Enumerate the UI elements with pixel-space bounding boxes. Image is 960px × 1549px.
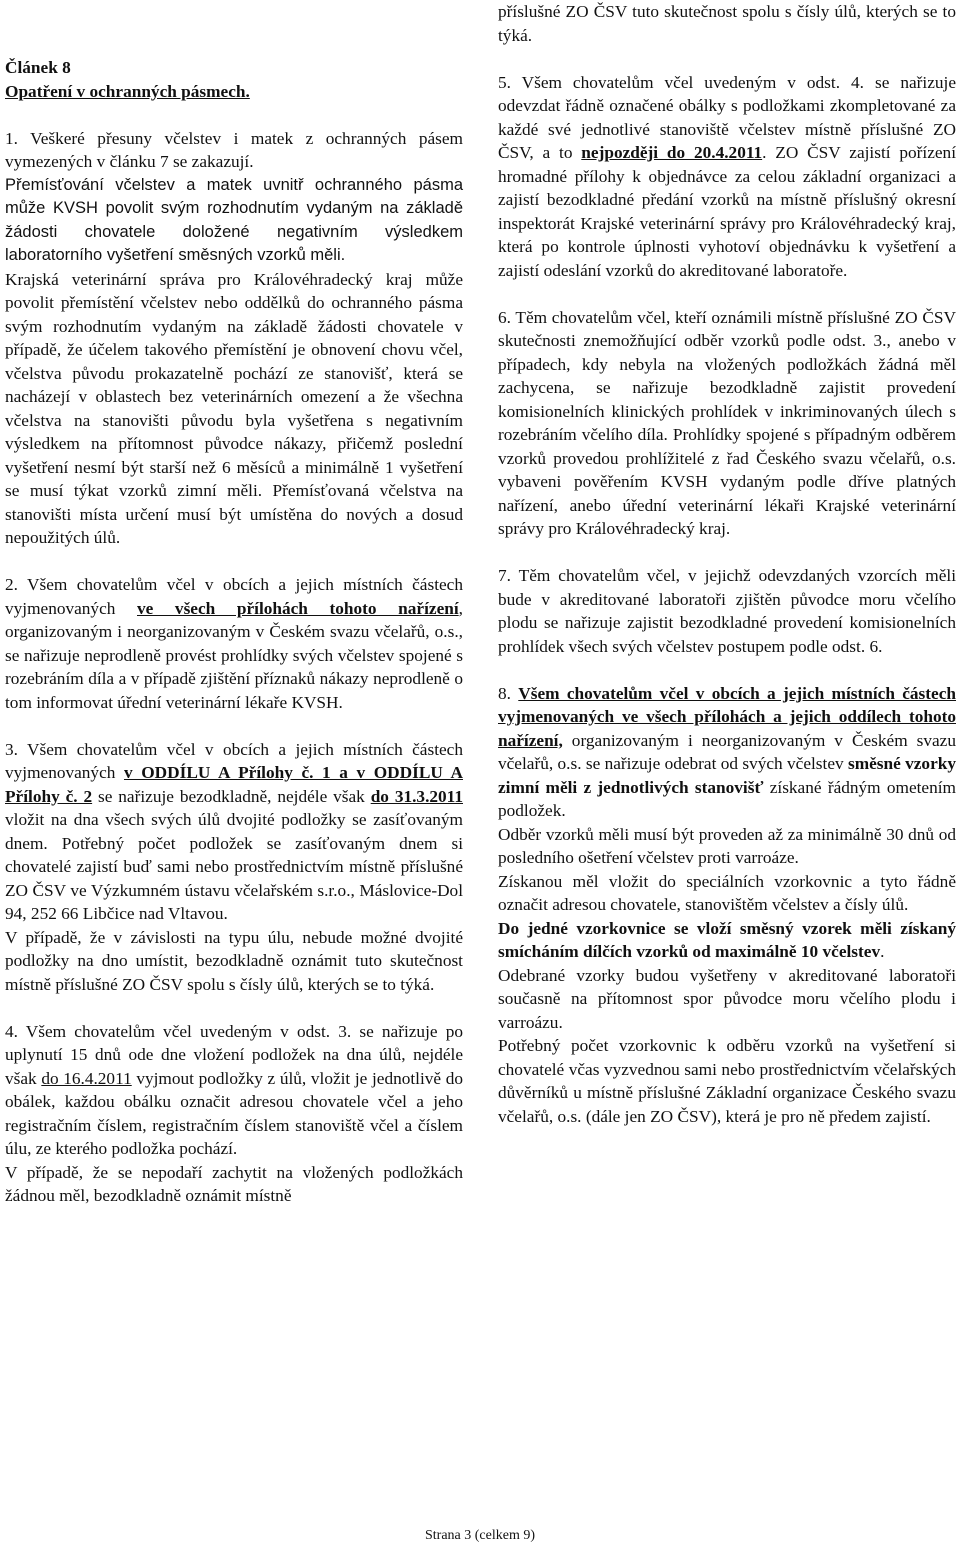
paragraph-3d: V případě, že v závislosti na typu úlu, nebude možné dvojité podložky na dno umístit, bezodkladně oznámit tuto skutečnost místně příslušné ZO ČSV spolu s čísly úlů, kterých se to týká. [5,927,463,994]
paragraph-8: 8. Všem chovatelům včel v obcích a jejich místních částech vyjmenovaných ve všech přílohách a jejich oddílech tohoto nařízení, organizovaným i neorganizovaným v Českém svazu včelařů, o.s. se nařizuje odebrat od svých včelstev směsné vzorky zimní měli z jednotlivých stanovišť získané řádným ometením podložek. [498,683,956,820]
paragraph-2: 2. Všem chovatelům včel v obcích a jejich místních částech vyjmenovaných ve všech přílohách tohoto nařízení, organizovaným i neorganizovaným v Českém svazu včelařů, o.s., se nařizuje neprodleně provést prohlídky svých včelstev spojené s rozebráním díla a v případě zjištění příznaků nákazy neprodleně o tom informovat úřední veterinární lékaře KVSH. [5,575,463,712]
left-column [5,0,463,1208]
paragraph-8h: Potřebný počet vzorkovnic k odběru vzorků na vyšetření si chovatelé včas vyzvednou sami nebo prostřednictvím včelařských důvěrníků u místně příslušné Základní organizace Českého svazu včelařů, o.s. (dále jen ZO ČSV), která je pro ně předem zajistí. [498,1036,956,1126]
paragraph-5: 5. Všem chovatelům včel uvedeným v odst. 4. se nařizuje odevzdat řádně označené obálky s podložkami zkompletované za každé své jednotlivé stanoviště včelstev místně příslušné ZO ČSV, a to nejpozději do 20.4.2011. ZO ČSV zajistí pořízení hromadné přílohy k objednávce za celou základní organizaci a zajistí bezodkladné předání vzorků na místně příslušný okresní inspektorát Krajské veterinární správy pro Královéhradecký kraj, která po kontrole úplnosti vyhotoví objednávku k vyšetření a zajistí odeslání vzorků do akreditované laboratoře. [498,72,956,280]
right-continuation: příslušné ZO ČSV tuto skutečnost spolu s čísly úlů, kterých se to týká. [498,2,956,45]
paragraph-6: 6. Těm chovatelům včel, kteří oznámili místně příslušné ZO ČSV skutečnosti znemožňující odběr vzorků podle odst. 3., anebo v případech, kdy nebyla na vložených podložkách žádná měl zachycena, se nařizuje bezodkladně zajistit provedení komisionelních klinických prohlídek v inkriminovaných úlech s rozebráním včelího díla. Prohlídky spojené s případným odběrem vzorků provedou prohlížitelé z řad Českého svazu včelařů, o.s. vybaveni pověřením KVSH vydaným podle dříve platných nařízení, anebo úřední veterinární lékaři Krajské veterinární správy pro Královéhradecký kraj. [498,307,956,538]
article-title: Opatření v ochranných pásmech. [5,81,250,101]
paragraph-1c: Krajská veterinární správa pro Královéhradecký kraj může povolit přemístění včelstev nebo oddělků do ochranného pásma svým rozhodnutím vydaným na základě žádosti chovatele v případě, že účelem takového přemístění je obnovení chovu včel, včelstva původu prokazatelně pochází ze stanovišť, která se nacházejí v oblastech bez veterinárních omezení a že všechna včelstva na stanovišti původu byla vyšetřena s negativním výsledkem na přítomnost původce nákazy, přičemž poslední vyšetření nesmí být starší než 6 měsíců a minimálně 1 vyšetření se musí týkat vzorků zimní měli. Přemísťovaná včelstva na stanovišti místa určení musí být umístěna do nových a dosud nepoužitých úlů. [5,269,463,547]
paragraph-4: 4. Všem chovatelům včel uvedeným v odst. 3. se nařizuje po uplynutí 15 dnů ode dne vložení podložek na dna úlů, nejdéle však do 16.4.2011 vyjmout podložky z úlů, vložit je jednotlivě do obálek, každou obálku označit adresou chovatele včel a jeho registračním číslem, registračním číslem stanoviště včel a číslem úlu, ze kterého podložka pochází. [5,1021,463,1158]
paragraph-3: 3. Všem chovatelům včel v obcích a jejich místních částech vyjmenovaných v ODDÍLU A Přílohy č. 1 a v ODDÍLU A Přílohy č. 2 se nařizuje bezodkladně, nejdéle však do 31.3.2011 vložit na dna všech svých úlů dvojité podložky se zasíťovaným dnem. Potřebný počet podložek se zasíťovaným dnem si chovatelé zajistí buď sami nebo prostřednictvím místně příslušné ZO ČSV ve Výzkumném ústavu včelařském s.r.o., Máslovice-Dol 94, 252 66 Libčice nad Vltavou. [5,739,463,923]
right-column [498,0,956,1128]
paragraph-4c: V případě, že se nepodaří zachytit na vložených podložkách žádnou měl, bezodkladně oznámit místně [5,1162,463,1205]
paragraph-1b: Přemísťování včelstev a matek uvnitř ochranného pásma může KVSH povolit svým rozhodnutím vydaným na základě žádosti chovatele doložené negativním výsledkem laboratorního vyšetření směsných vzorků měli. [5,175,463,264]
paragraph-8e: Získanou měl vložit do speciálních vzorkovnic a tyto řádně označit adresou chovatele, stanovištěm včelstev a čísly úlů. [498,871,956,914]
paragraph-8g: Odebrané vzorky budou vyšetřeny v akreditované laboratoři současně na přítomnost spor původce moru včelího plodu i varroázu. [498,965,956,1032]
paragraph-7: 7. Těm chovatelům včel, v jejichž odevzdaných vzorcích měli bude v akreditované laboratoři zjištěn původce moru včelího plodu se nařizuje zajistit bezodkladné provedení komisionelních prohlídek všech svých včelstev postupem podle odst. 6. [498,566,956,656]
paragraph-1: 1. Veškeré přesuny včelstev i matek z ochranných pásem vymezených v článku 7 se zakazují. [5,128,463,171]
page-footer: Strana 3 (celkem 9) [424,1528,535,1543]
paragraph-8d: Odběr vzorků měli musí být proveden až za minimálně 30 dnů od posledního ošetření včelstev proti varroáze. [498,824,956,867]
paragraph-8f: Do jedné vzorkovnice se vloží směsný vzorek měli získaný smícháním dílčích vzorků od maximálně 10 včelstev. [498,918,956,961]
article-number: Článek 8 [5,58,71,77]
